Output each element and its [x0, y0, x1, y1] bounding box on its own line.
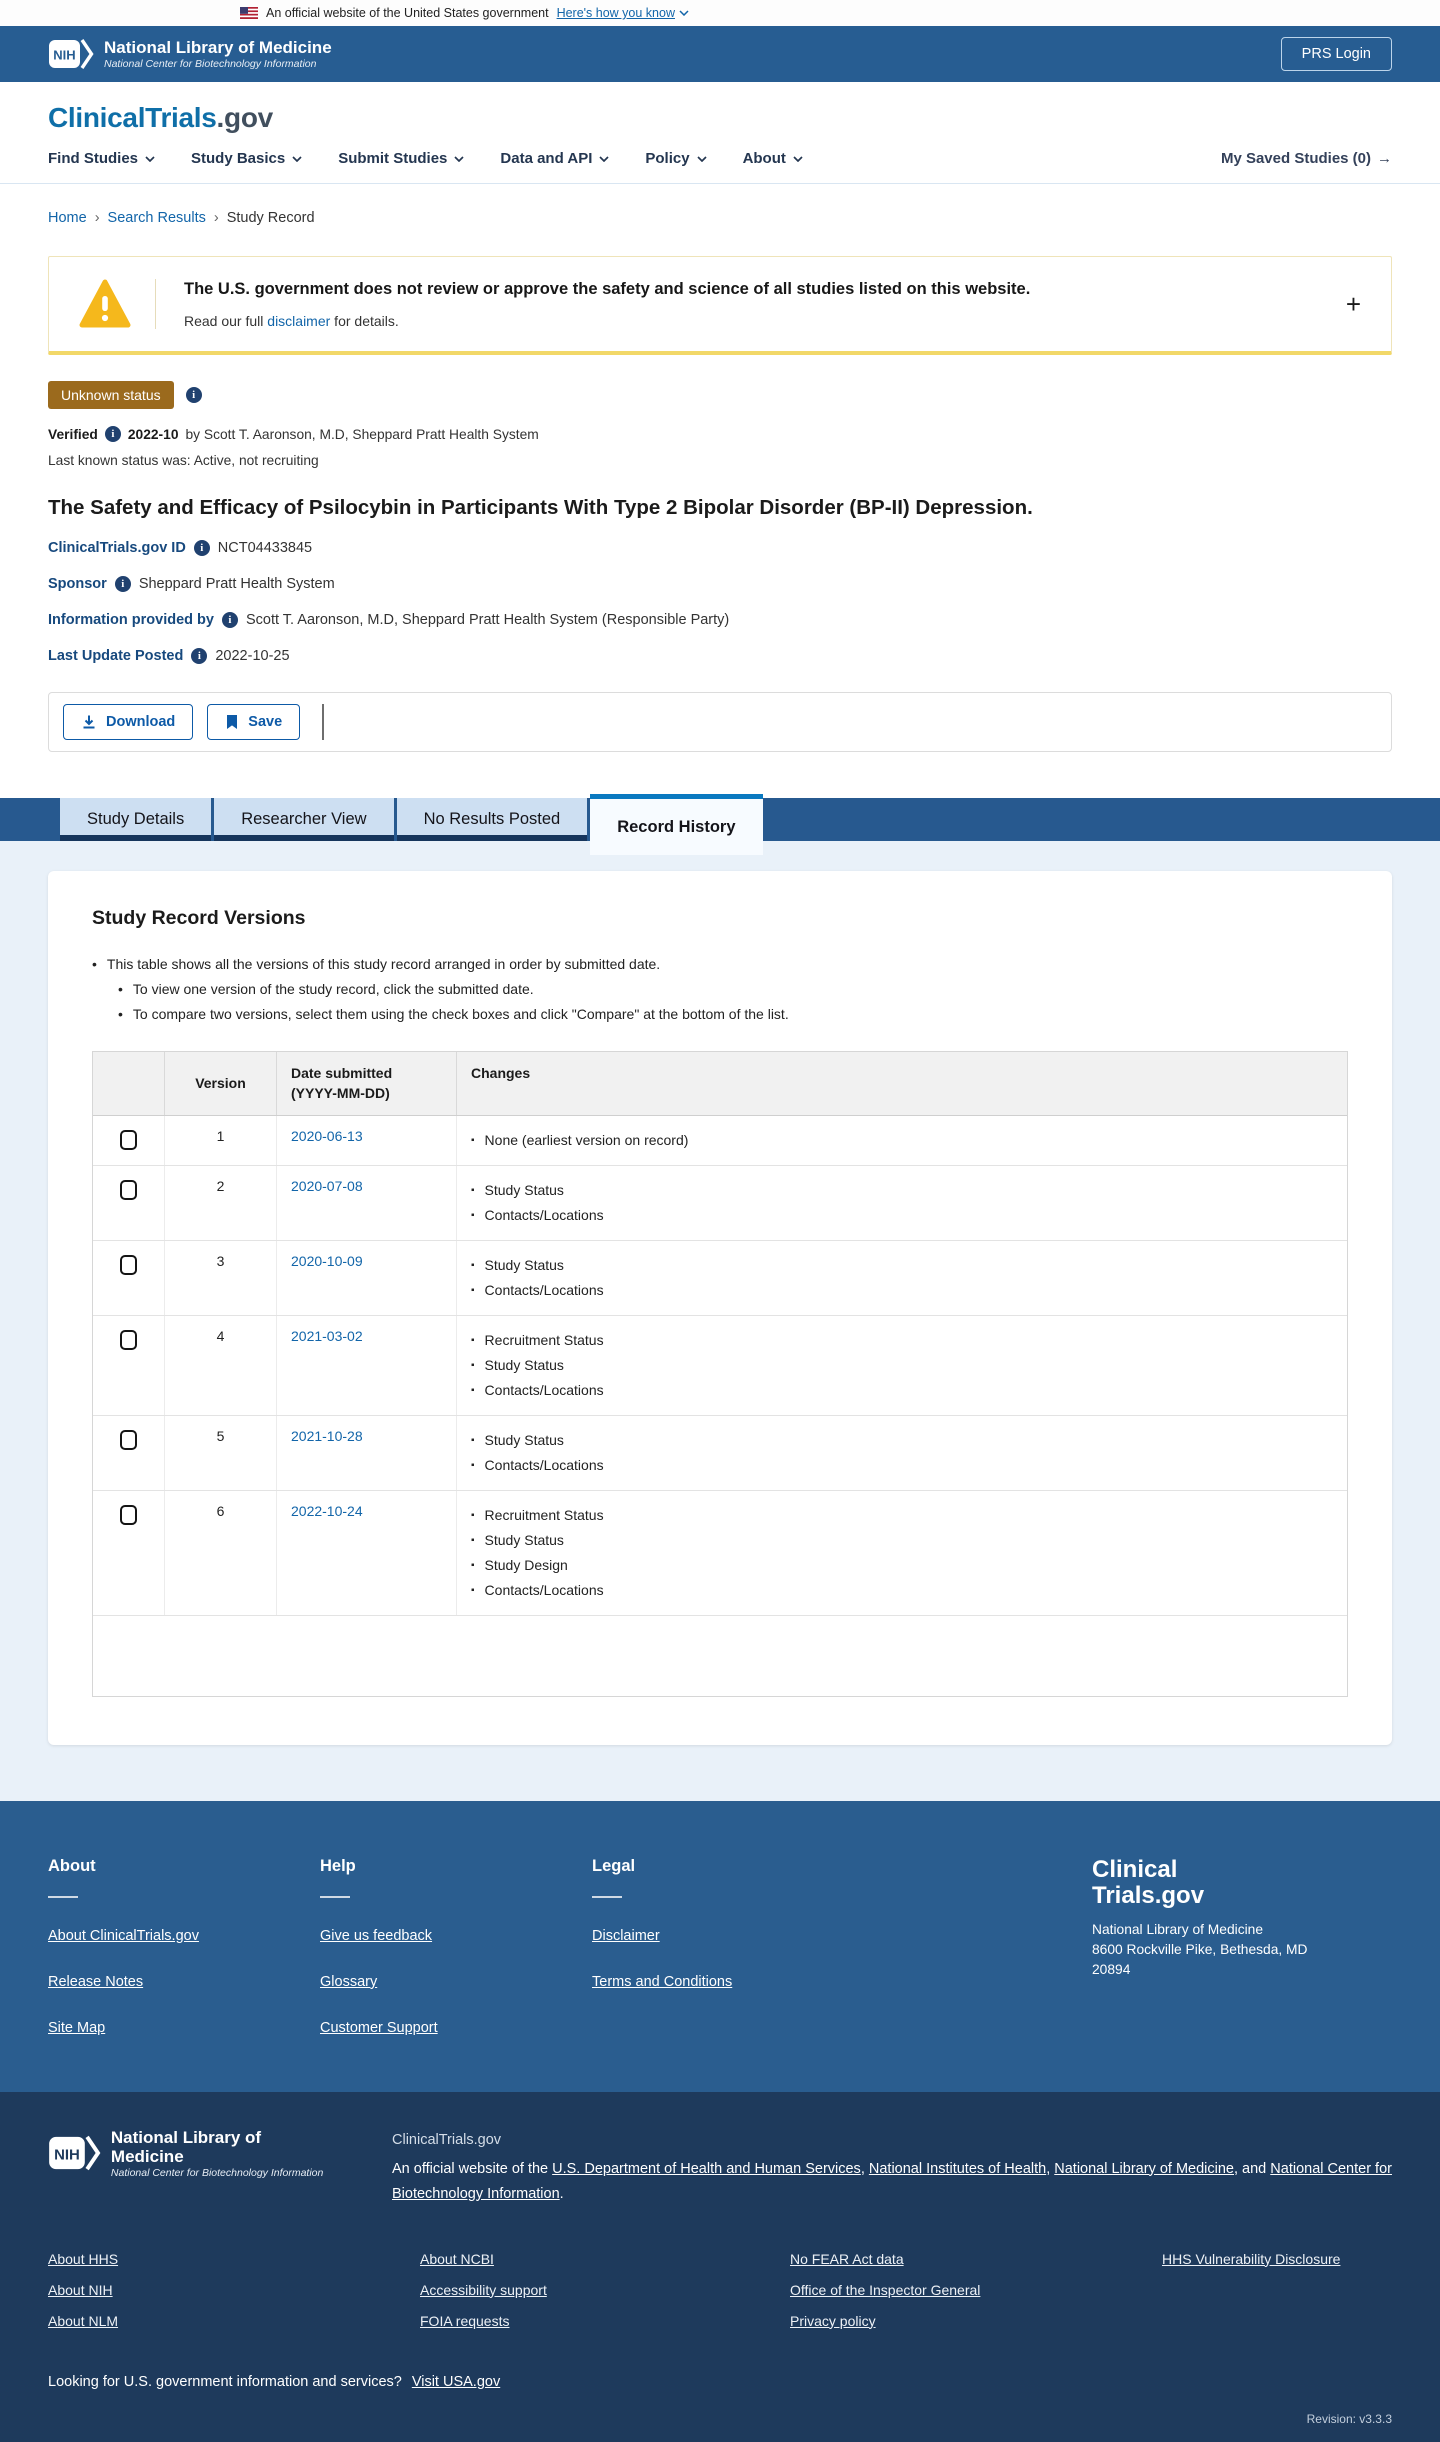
meta-row-sponsor — [48, 576, 1392, 592]
bullet-icon: ▪ — [471, 1384, 475, 1396]
bullet-icon: ▪ — [471, 1534, 475, 1546]
instruction-compare: To compare two versions, select them using the check boxes and click "Compare" at the bottom of the list. — [132, 1006, 789, 1022]
nlm-title: National Library of Medicine — [110, 2127, 262, 2167]
versions-table-header — [93, 1052, 1347, 1116]
version-2-date-link[interactable]: 2020-07-08 — [291, 1177, 363, 1194]
chevron-down-icon — [793, 156, 803, 162]
chevron-down-icon — [599, 156, 609, 162]
official-website-statement: ClinicalTrials.gov An official website of the U.S. Department of Health and Human Services, National Institutes of Health, National Library of Medicine, and National Center for Biotechnology Information. — [392, 2128, 1392, 2207]
info-icon[interactable]: i — [191, 648, 207, 664]
change-item: Study Status — [484, 1256, 564, 1273]
bullet-icon: ▪ — [471, 1359, 475, 1371]
version-column-header: Version — [165, 1052, 277, 1115]
divider — [320, 1896, 350, 1898]
meta-row-last-update-posted — [48, 648, 1392, 664]
record-history-panel — [0, 841, 1440, 1801]
version-5-checkbox[interactable] — [120, 1430, 137, 1450]
disclaimer-link[interactable]: disclaimer — [267, 312, 331, 329]
change-item: Recruitment Status — [484, 1506, 604, 1523]
main-nav — [0, 138, 1440, 184]
tab-no-results-posted[interactable]: No Results Posted — [397, 798, 588, 841]
breadcrumb-current: Study Record — [226, 210, 315, 226]
ncbi-subtitle: National Center for Biotechnology Information — [110, 2166, 324, 2179]
table-row — [93, 1241, 1347, 1316]
bullet-icon: ▪ — [471, 1334, 475, 1346]
meta-label: Sponsor — [48, 576, 107, 592]
prs-login-button[interactable]: PRS Login — [1281, 37, 1392, 71]
nlm-title: National Library of Medicine — [104, 38, 332, 58]
change-item: Contacts/Locations — [484, 1581, 604, 1598]
version-2-checkbox[interactable] — [120, 1180, 137, 1200]
sponsor-value: Sheppard Pratt Health System — [138, 576, 335, 592]
instruction-view: To view one version of the study record, click the submitted date. — [132, 981, 534, 997]
bookmark-icon — [225, 714, 239, 730]
change-item: Study Status — [484, 1356, 564, 1373]
meta-label: Last Update Posted — [48, 648, 184, 664]
government-links-grid — [48, 2251, 1392, 2344]
expand-banner-button[interactable]: + — [1345, 289, 1361, 319]
bullet-icon: ▪ — [471, 1209, 475, 1221]
breadcrumb-search-results[interactable]: Search Results — [107, 210, 206, 226]
version-number: 1 — [165, 1116, 277, 1165]
changes-column-header: Changes — [471, 1065, 531, 1081]
svg-text:NIH: NIH — [53, 47, 76, 63]
footer-link-give-us-feedback[interactable]: Give us feedback — [320, 1927, 433, 1944]
breadcrumb-separator: › — [94, 210, 100, 226]
bullet-icon: ▪ — [471, 1184, 475, 1196]
change-item: None (earliest version on record) — [484, 1131, 689, 1148]
info-icon[interactable]: i — [222, 612, 238, 628]
meta-label: Information provided by — [48, 612, 214, 628]
link-no-fear-act[interactable]: No FEAR Act data — [790, 2250, 904, 2267]
version-6-checkbox[interactable] — [120, 1505, 137, 1525]
footer-column-heading: Legal — [592, 1856, 636, 1875]
government-disclaimer-banner — [48, 256, 1392, 355]
footer-link-glossary[interactable]: Glossary — [320, 1973, 378, 1990]
bullet-icon: ▪ — [471, 1509, 475, 1521]
site-name: ClinicalTrials.gov — [392, 2131, 502, 2148]
footer-link-about-clinicaltrials[interactable]: About ClinicalTrials.gov — [48, 1927, 199, 1944]
warning-triangle-icon — [79, 279, 131, 329]
chevron-down-icon — [454, 156, 464, 162]
change-item: Contacts/Locations — [484, 1456, 604, 1473]
version-4-checkbox[interactable] — [120, 1330, 137, 1350]
action-bar — [48, 692, 1392, 752]
link-about-ncbi[interactable]: About NCBI — [420, 2250, 494, 2267]
bullet-icon: ▪ — [471, 1259, 475, 1271]
download-button[interactable]: Download — [63, 704, 193, 740]
change-item: Contacts/Locations — [484, 1206, 604, 1223]
link-foia-requests[interactable]: FOIA requests — [420, 2312, 510, 2329]
instruction-intro: This table shows all the versions of this study record arranged in order by submitted date. — [106, 956, 661, 972]
footer-link-customer-support[interactable]: Customer Support — [320, 2019, 438, 2036]
bullet-icon: ▪ — [471, 1559, 475, 1571]
ncbi-link[interactable]: National Center for Biotechnology Information — [392, 2160, 1392, 2202]
bullet-icon: ▪ — [471, 1284, 475, 1296]
version-4-date-link[interactable]: 2021-03-02 — [291, 1327, 363, 1344]
arrow-right-icon: → — [1377, 150, 1392, 167]
ncbi-subtitle: National Center for Biotechnology Information — [104, 57, 317, 70]
status-badge: Unknown status — [48, 381, 174, 409]
info-icon[interactable]: i — [194, 540, 210, 556]
nav-item-submit-studies[interactable]: Submit Studies — [338, 150, 464, 167]
info-icon[interactable]: i — [105, 426, 121, 442]
heres-how-you-know-link[interactable]: Here's how you know — [557, 6, 689, 20]
footer-column-heading: About — [48, 1856, 96, 1875]
footer-about-column — [48, 1857, 320, 2036]
divider — [322, 704, 324, 740]
change-item: Study Design — [484, 1556, 568, 1573]
nav-item-data-and-api[interactable]: Data and API — [500, 150, 609, 167]
nih-nlm-logo[interactable] — [48, 2128, 326, 2179]
checkbox-column-header — [93, 1052, 165, 1115]
nih-header — [0, 26, 1440, 82]
information-provided-by-value: Scott T. Aaronson, M.D, Sheppard Pratt Health System (Responsible Party) — [245, 612, 730, 628]
breadcrumb-home[interactable]: Home — [48, 210, 87, 226]
version-3-date-link[interactable]: 2020-10-09 — [291, 1252, 363, 1269]
chevron-down-icon — [679, 10, 689, 16]
nav-item-policy[interactable]: Policy — [645, 150, 706, 167]
link-privacy-policy[interactable]: Privacy policy — [790, 2312, 876, 2329]
footer-link-release-notes[interactable]: Release Notes — [48, 1973, 144, 1990]
chevron-down-icon — [292, 156, 302, 162]
divider — [155, 279, 156, 329]
table-row — [93, 1316, 1347, 1416]
visit-usa-gov-link[interactable]: Visit USA.gov — [411, 2373, 501, 2390]
version-6-date-link[interactable]: 2022-10-24 — [291, 1502, 363, 1519]
footer-link-disclaimer[interactable]: Disclaimer — [592, 1927, 660, 1944]
table-row — [93, 1116, 1347, 1166]
nav-item-about[interactable]: About — [743, 150, 803, 167]
nlm-link[interactable]: National Library of Medicine — [1054, 2160, 1234, 2177]
site-footer — [0, 1801, 1440, 2092]
my-saved-studies-link[interactable]: My Saved Studies (0) → — [1220, 150, 1392, 167]
bullet-icon: • — [118, 1006, 123, 1022]
change-item: Study Status — [484, 1181, 564, 1198]
nih-logo-icon — [48, 2130, 101, 2176]
meta-row-nct-id — [48, 540, 1392, 556]
link-inspector-general[interactable]: Office of the Inspector General — [790, 2281, 981, 2298]
table-empty-space — [93, 1616, 1347, 1696]
nav-item-find-studies[interactable]: Find Studies — [48, 150, 155, 167]
bullet-icon: • — [118, 981, 123, 997]
clinicaltrials-logo[interactable]: ClinicalTrials.gov — [48, 102, 273, 133]
link-about-nlm[interactable]: About NLM — [48, 2312, 119, 2329]
last-known-status: Last known status was: Active, not recruiting — [48, 453, 319, 468]
breadcrumb-separator: › — [213, 210, 219, 226]
us-flag-icon — [240, 7, 258, 19]
divider — [48, 1896, 78, 1898]
versions-table — [92, 1051, 1348, 1697]
study-tabs — [0, 798, 1440, 841]
table-row — [93, 1166, 1347, 1241]
footer-link-terms-and-conditions[interactable]: Terms and Conditions — [592, 1973, 733, 1990]
version-number: 5 — [165, 1416, 277, 1490]
last-update-posted-value: 2022-10-25 — [215, 648, 290, 664]
chevron-down-icon — [697, 156, 707, 162]
nct-id-value: NCT04433845 — [217, 540, 313, 556]
bullet-icon: ▪ — [471, 1459, 475, 1471]
footer-legal-column — [592, 1857, 864, 2036]
tab-record-history[interactable]: Record History — [590, 794, 762, 855]
verified-by: by Scott T. Aaronson, M.D, Sheppard Pratt Health System — [185, 426, 539, 442]
verified-line — [48, 426, 1392, 442]
verified-label: Verified — [48, 426, 98, 442]
footer-link-site-map[interactable]: Site Map — [48, 2019, 106, 2036]
study-title: The Safety and Efficacy of Psilocybin in Participants With Type 2 Bipolar Disorder (BP-II) Depression. — [48, 496, 1033, 519]
svg-text:NIH: NIH — [54, 2146, 80, 2164]
change-item: Study Status — [484, 1531, 564, 1548]
instructions-list — [92, 952, 1348, 1027]
link-about-nih[interactable]: About NIH — [48, 2281, 113, 2298]
version-3-checkbox[interactable] — [120, 1255, 137, 1275]
change-item: Study Status — [484, 1431, 564, 1448]
nlm-address: National Library of Medicine 8600 Rockville Pike, Bethesda, MD 20894 — [1092, 1922, 1308, 1978]
bullet-icon: ▪ — [471, 1434, 475, 1446]
tab-researcher-view[interactable]: Researcher View — [214, 798, 393, 841]
bullet-icon: • — [92, 956, 97, 972]
chevron-down-icon — [145, 156, 155, 162]
section-heading: Study Record Versions — [92, 907, 306, 929]
bullet-icon: ▪ — [471, 1134, 475, 1146]
verified-date: 2022-10 — [127, 426, 179, 442]
nlm-footer — [0, 2092, 1440, 2442]
meta-row-information-provided-by — [48, 612, 1392, 628]
version-number: 3 — [165, 1241, 277, 1315]
nih-logo-icon — [48, 35, 94, 73]
meta-label: ClinicalTrials.gov ID — [48, 540, 186, 556]
save-button[interactable]: Save — [207, 704, 300, 740]
nih-link[interactable]: National Institutes of Health — [868, 2160, 1047, 2177]
info-icon[interactable]: i — [186, 387, 202, 403]
gov-banner-text: An official website of the United States government — [266, 6, 549, 20]
version-5-date-link[interactable]: 2021-10-28 — [291, 1427, 363, 1444]
nih-nlm-logo[interactable] — [48, 35, 332, 73]
link-accessibility-support[interactable]: Accessibility support — [420, 2281, 547, 2298]
hhs-link[interactable]: U.S. Department of Health and Human Services — [552, 2160, 861, 2177]
disclaimer-heading: The U.S. government does not review or approve the safety and science of all studies listed on this website. — [184, 279, 1031, 298]
usa-gov-banner — [0, 0, 1440, 26]
download-icon — [81, 714, 97, 730]
usa-gov-prompt: Looking for U.S. government information and services? Visit USA.gov — [48, 2373, 501, 2390]
footer-help-column — [320, 1857, 592, 2036]
footer-brand-block — [1092, 1857, 1392, 2036]
tab-study-details[interactable]: Study Details — [60, 798, 211, 841]
change-item: Recruitment Status — [484, 1331, 604, 1348]
footer-column-heading: Help — [320, 1856, 356, 1875]
change-item: Contacts/Locations — [484, 1281, 604, 1298]
clinicaltrials-wordmark: Clinical Trials.gov — [1092, 1855, 1205, 1909]
breadcrumb — [0, 184, 1440, 232]
table-row — [93, 1416, 1347, 1491]
date-column-header: Date submitted (YYYY-MM-DD) — [277, 1052, 457, 1115]
divider — [592, 1896, 622, 1898]
version-1-date-link[interactable]: 2020-06-13 — [291, 1127, 363, 1144]
link-hhs-vulnerability-disclosure[interactable]: HHS Vulnerability Disclosure — [1162, 2250, 1341, 2267]
bullet-icon: ▪ — [471, 1584, 475, 1596]
version-number: 2 — [165, 1166, 277, 1240]
version-number: 4 — [165, 1316, 277, 1415]
study-record-versions-card — [48, 871, 1392, 1745]
version-1-checkbox[interactable] — [120, 1130, 137, 1150]
disclaimer-body: Read our full disclaimer for details. — [184, 312, 399, 329]
info-icon[interactable]: i — [115, 576, 131, 592]
version-number: 6 — [165, 1491, 277, 1615]
nav-item-study-basics[interactable]: Study Basics — [191, 150, 302, 167]
table-row — [93, 1491, 1347, 1616]
change-item: Contacts/Locations — [484, 1381, 604, 1398]
link-about-hhs[interactable]: About HHS — [48, 2250, 119, 2267]
revision-label: Revision: v3.3.3 — [1306, 2411, 1392, 2426]
